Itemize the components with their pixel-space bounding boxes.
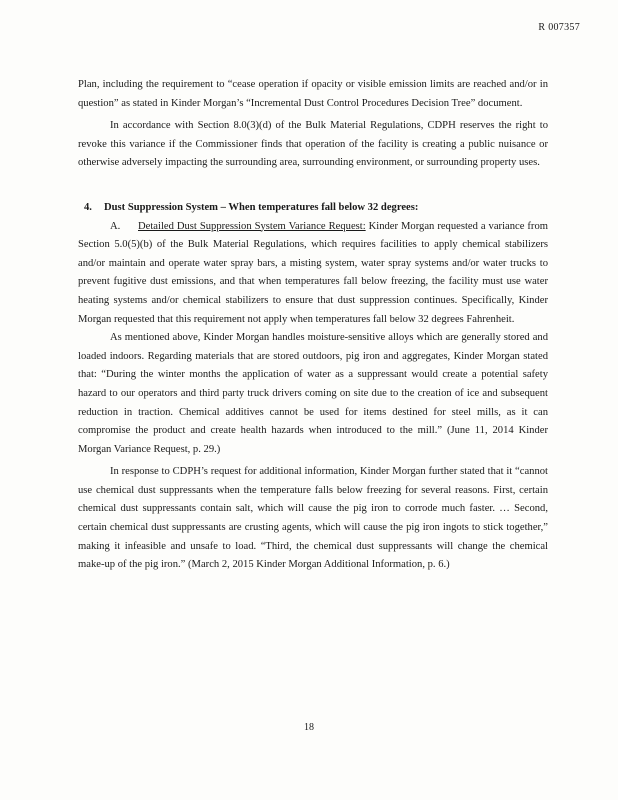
- section-number: 4.: [84, 201, 92, 213]
- page-number: 18: [304, 722, 314, 733]
- subsection-title: Detailed Dust Suppression System Variance Request:: [138, 220, 366, 232]
- paragraph-revocation: In accordance with Section 8.0(3)(d) of the Bulk Material Regulations, CDPH reserves the right to revoke this variance if the Commissioner finds that operation of the facility is creating a public nuisance or otherwise adversely impacting the surrounding area, surrounding environment, or surrounding property uses.: [78, 120, 548, 169]
- subsection-a: [78, 218, 548, 330]
- subsection-letter: A.: [110, 220, 121, 232]
- section-heading: [78, 199, 548, 218]
- document-body: [78, 76, 548, 575]
- paragraph-plan-continuation: Plan, including the requirement to “cease operation if opacity or visible emission limits are reached and/or in question” as stated in Kinder Morgan’s “Incremental Dust Control Procedures Decision Tree” document.: [78, 79, 548, 109]
- bates-number: R 007357: [538, 22, 580, 33]
- section-title: Dust Suppression System – When temperatures fall below 32 degrees:: [104, 201, 419, 213]
- subsection-text: Kinder Morgan requested a variance from Section 5.0(5)(b) of the Bulk Material Regulations, which requires facilities to apply chemical stabilizers and/or maintain and operate water spray bars, a misting system, water spray systems and/or water trucks to prevent fugitive dust emissions, and that when temperatures fall below freezing, the facility must use water heating systems and/or chemical stabilizers to ensure that dust suppression continues. Specifically, Kinder Morgan requested that this requirement not apply when temperatures fall below 32 degrees Fahrenheit.: [78, 220, 548, 325]
- paragraph-moisture-sensitive: As mentioned above, Kinder Morgan handles moisture-sensitive alloys which are generally stored and loaded indoors. Regarding materials that are stored outdoors, pig iron and aggregates, Kinder Morgan stated that: “During the winter months the application of water as a suppressant would create a potential safety hazard to our operators and third party truck drivers coming on site due to the creation of ice and subsequent reduction in traction. Chemical additives cannot be used for items destined for steel mills, as it can compromise the product and create health hazards when introduced to the mill.” (June 11, 2014 Kinder Morgan Variance Request, p. 29.): [78, 332, 548, 455]
- paragraph-cdph-response: In response to CDPH’s request for additional information, Kinder Morgan further stated that it “cannot use chemical dust suppressants when the temperature falls below freezing for several reasons. First, certain chemical dust suppressants contain salt, which will cause the pig iron to corrode much faster. … Second, certain chemical dust suppressants are crusting agents, which will cause the pig iron ingots to stick together,” making it infeasible and unsafe to load. “Third, the chemical dust suppressants will change the chemical make-up of the pig iron.” (March 2, 2015 Kinder Morgan Additional Information, p. 6.): [78, 466, 548, 571]
